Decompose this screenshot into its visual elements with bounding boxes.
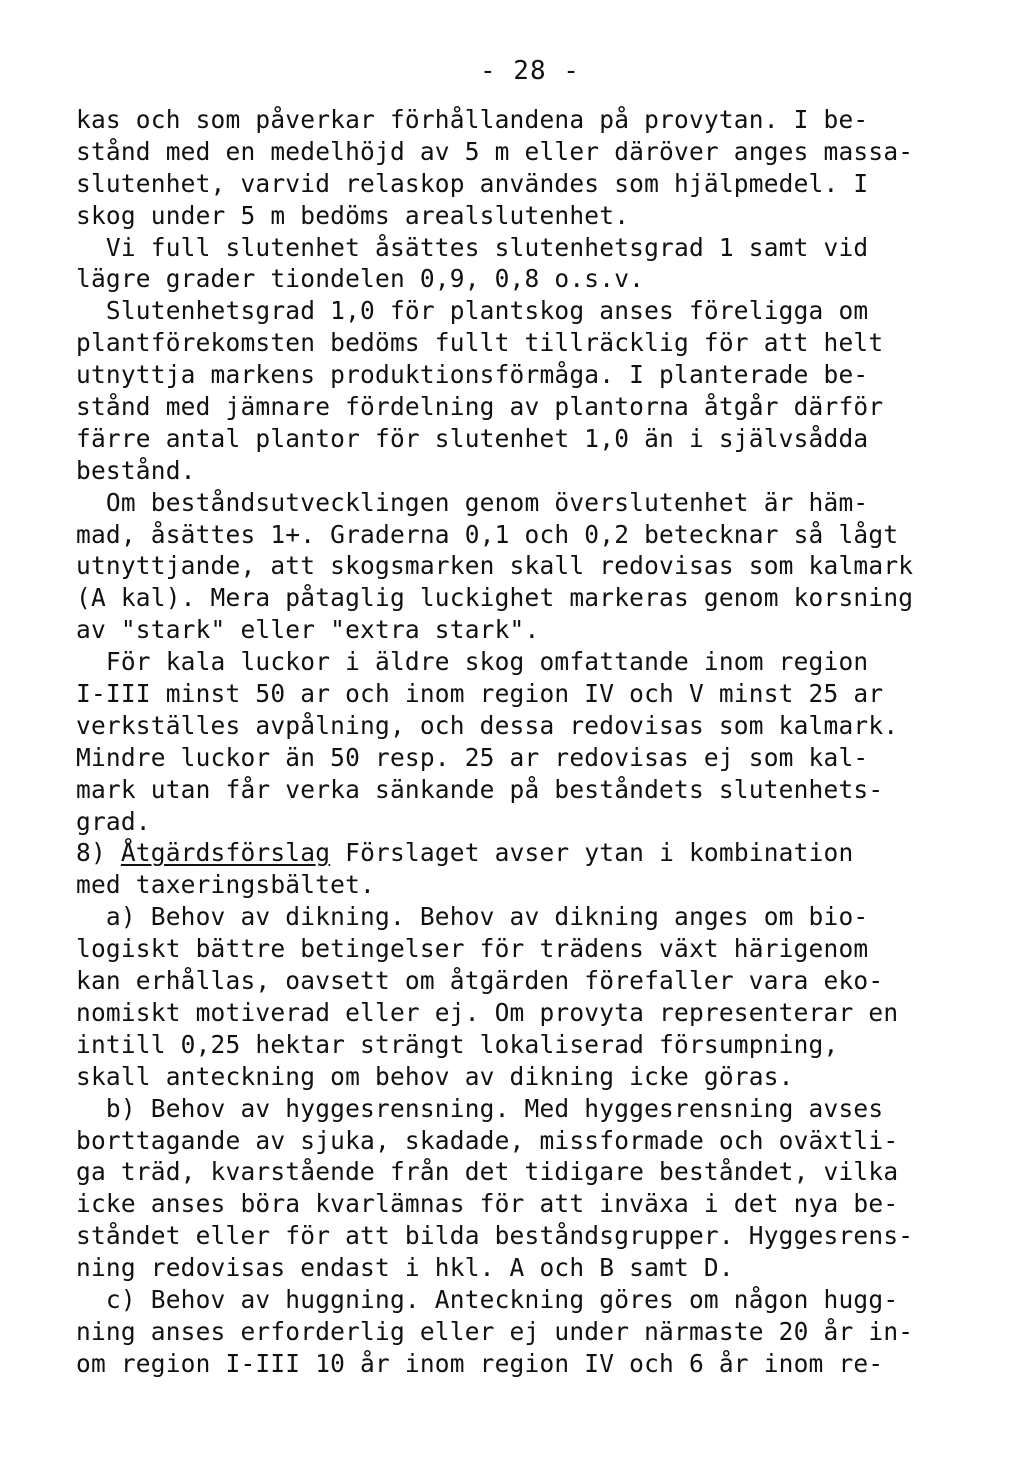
text-line: lägre grader tiondelen 0,9, 0,8 o.s.v. xyxy=(76,264,645,294)
section-8-number: 8) xyxy=(76,838,121,868)
text-line: slutenhet, varvid relaskop användes som hjälpmedel. I xyxy=(76,168,869,198)
text-line: utnyttjande, att skogsmarken skall redovisas som kalmark xyxy=(76,551,914,581)
text-line: stånd med en medelhöjd av 5 m eller däröver anges massa- xyxy=(76,136,914,166)
page-number: - 28 - xyxy=(480,56,580,86)
section-8-text: Förslaget avser ytan i kombination xyxy=(330,838,854,868)
text-line: icke anses böra kvarlämnas för att inväxa i det nya be- xyxy=(76,1189,899,1219)
text-line: ning anses erforderlig eller ej under närmaste 20 år in- xyxy=(76,1316,914,1346)
text-line: (A kal). Mera påtaglig luckighet markeras genom korsning xyxy=(76,583,914,613)
text-line: mad, åsättes 1+. Graderna 0,1 och 0,2 betecknar så lågt xyxy=(76,519,899,549)
text-line: Vi full slutenhet åsättes slutenhetsgrad 1 samt vid xyxy=(76,232,869,262)
text-line: ga träd, kvarstående från det tidigare beståndet, vilka xyxy=(76,1157,899,1187)
text-line: logiskt bättre betingelser för trädens växt härigenom xyxy=(76,934,869,964)
text-line: Mindre luckor än 50 resp. 25 ar redovisas ej som kal- xyxy=(76,742,869,772)
body-text xyxy=(76,104,996,1380)
text-line: nomiskt motiverad eller ej. Om provyta representerar en xyxy=(76,997,899,1027)
section-8-line xyxy=(76,837,996,869)
text-line: borttagande av sjuka, skadade, missformade och oväxtli- xyxy=(76,1125,899,1155)
text-line: bestånd. xyxy=(76,455,196,485)
text-line: För kala luckor i äldre skog omfattande inom region xyxy=(76,647,869,677)
text-line: skall anteckning om behov av dikning icke göras. xyxy=(76,1061,794,1091)
text-line: a) Behov av dikning. Behov av dikning anges om bio- xyxy=(76,902,869,932)
text-line: grad. xyxy=(76,806,151,836)
text-line: ståndet eller för att bilda beståndsgrupper. Hyggesrens- xyxy=(76,1221,914,1251)
text-line: Slutenhetsgrad 1,0 för plantskog anses föreligga om xyxy=(76,296,869,326)
text-line: av "stark" eller "extra stark". xyxy=(76,615,540,645)
text-line: c) Behov av huggning. Anteckning göres om någon hugg- xyxy=(76,1284,899,1314)
text-line: I-III minst 50 ar och inom region IV och V minst 25 ar xyxy=(76,679,884,709)
text-line: om region I-III 10 år inom region IV och 6 år inom re- xyxy=(76,1348,884,1378)
text-line: stånd med jämnare fördelning av plantorna åtgår därför xyxy=(76,392,884,422)
text-line: ning redovisas endast i hkl. A och B samt D. xyxy=(76,1253,734,1283)
text-line: färre antal plantor för slutenhet 1,0 än i självsådda xyxy=(76,423,869,453)
section-8-heading: Åtgärdsförslag xyxy=(120,838,331,868)
text-line: med taxeringsbältet. xyxy=(76,870,376,900)
text-line: b) Behov av hyggesrensning. Med hyggesrensning avses xyxy=(76,1093,884,1123)
text-line: mark utan får verka sänkande på beståndets slutenhets- xyxy=(76,774,884,804)
text-line: kan erhållas, oavsett om åtgärden förefaller vara eko- xyxy=(76,966,884,996)
text-line: kas och som påverkar förhållandena på provytan. I be- xyxy=(76,105,869,134)
text-line: plantförekomsten bedöms fullt tillräcklig för att helt xyxy=(76,328,884,358)
text-line: Om beståndsutvecklingen genom överslutenhet är häm- xyxy=(76,487,869,517)
text-line: utnyttja markens produktionsförmåga. I planterade be- xyxy=(76,360,869,390)
text-line: skog under 5 m bedöms arealslutenhet. xyxy=(76,200,630,230)
text-line: verkställes avpålning, och dessa redovisas som kalmark. xyxy=(76,710,899,740)
text-line: intill 0,25 hektar strängt lokaliserad försumpning, xyxy=(76,1029,839,1059)
